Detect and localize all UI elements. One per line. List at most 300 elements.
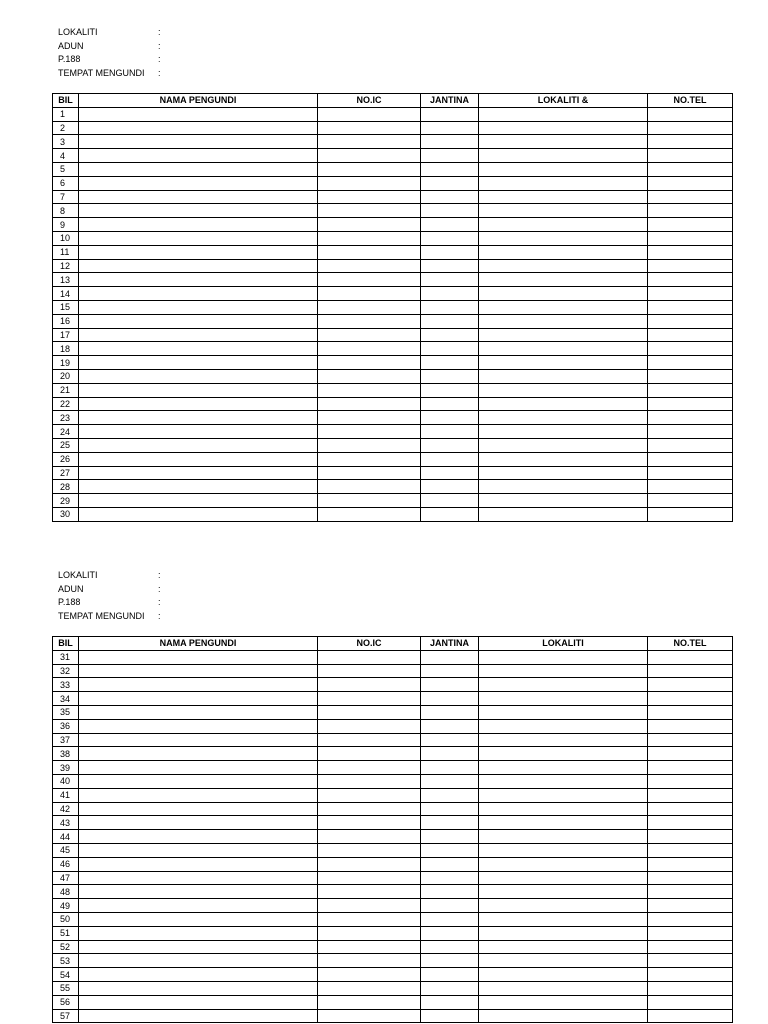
no-ic-cell [318, 885, 421, 899]
table-row [53, 176, 733, 190]
jantina-cell [421, 940, 479, 954]
voter-table-1 [52, 93, 733, 522]
jantina-cell [421, 369, 479, 383]
jantina-cell [421, 438, 479, 452]
jantina-cell [421, 926, 479, 940]
no-tel-cell [648, 926, 733, 940]
nama-pengundi-cell [79, 857, 318, 871]
lokaliti-cell [479, 218, 648, 232]
jantina-cell [421, 830, 479, 844]
nama-pengundi-cell [79, 802, 318, 816]
no-ic-cell [318, 871, 421, 885]
nama-pengundi-cell [79, 774, 318, 788]
no-tel-cell [648, 761, 733, 775]
jantina-cell [421, 190, 479, 204]
lokaliti-cell [479, 231, 648, 245]
jantina-cell [421, 954, 479, 968]
bil-cell: 35 [53, 705, 79, 719]
lokaliti-cell [479, 507, 648, 521]
bil-cell: 9 [53, 218, 79, 232]
bil-cell: 56 [53, 995, 79, 1009]
table-row [53, 954, 733, 968]
jantina-cell [421, 912, 479, 926]
jantina-cell [421, 719, 479, 733]
no-tel-cell [648, 107, 733, 121]
bil-cell: 24 [53, 425, 79, 439]
bil-cell: 8 [53, 204, 79, 218]
lokaliti-colon: : [158, 570, 161, 580]
jantina-cell [421, 452, 479, 466]
no-ic-cell [318, 287, 421, 301]
lokaliti-cell [479, 692, 648, 706]
bil-cell: 33 [53, 678, 79, 692]
nama-pengundi-cell [79, 411, 318, 425]
lokaliti-cell [479, 287, 648, 301]
nama-pengundi-cell [79, 761, 318, 775]
nama-pengundi-cell [79, 830, 318, 844]
no-tel-cell [648, 397, 733, 411]
lokaliti-cell [479, 328, 648, 342]
no-ic-cell [318, 190, 421, 204]
table-row [53, 300, 733, 314]
lokaliti-cell [479, 314, 648, 328]
no-tel-cell [648, 231, 733, 245]
jantina-cell [421, 149, 479, 163]
no-ic-cell [318, 830, 421, 844]
table-row [53, 162, 733, 176]
adun-colon: : [158, 583, 161, 594]
no-tel-cell [648, 899, 733, 913]
nama-pengundi-cell [79, 452, 318, 466]
jantina-cell [421, 650, 479, 664]
nama-pengundi-cell [79, 507, 318, 521]
table-row [53, 830, 733, 844]
no-ic-cell [318, 802, 421, 816]
lokaliti-cell [479, 356, 648, 370]
no-ic-cell [318, 383, 421, 397]
lokaliti-cell [479, 774, 648, 788]
lokaliti-cell [479, 480, 648, 494]
bil-cell: 3 [53, 135, 79, 149]
no-tel-cell [648, 190, 733, 204]
parlimen-field [58, 596, 161, 610]
table-row [53, 871, 733, 885]
no-ic-cell [318, 480, 421, 494]
table-row [53, 857, 733, 871]
nama-pengundi-cell [79, 692, 318, 706]
table-row [53, 926, 733, 940]
no-tel-cell [648, 650, 733, 664]
table-row [53, 190, 733, 204]
jantina-cell [421, 383, 479, 397]
lokaliti-cell [479, 162, 648, 176]
nama-pengundi-cell [79, 425, 318, 439]
nama-pengundi-cell [79, 190, 318, 204]
table-row [53, 369, 733, 383]
table-row [53, 245, 733, 259]
nama-pengundi-cell [79, 650, 318, 664]
voter-table-2 [52, 636, 733, 1023]
jantina-cell [421, 507, 479, 521]
bil-cell: 13 [53, 273, 79, 287]
bil-cell: 41 [53, 788, 79, 802]
lokaliti-cell [479, 912, 648, 926]
no-ic-cell [318, 912, 421, 926]
nama-pengundi-cell [79, 899, 318, 913]
bil-cell: 6 [53, 176, 79, 190]
table-row [53, 480, 733, 494]
table-row [53, 259, 733, 273]
table-row [53, 733, 733, 747]
lokaliti-cell [479, 149, 648, 163]
no-ic-cell [318, 733, 421, 747]
no-tel-cell [648, 480, 733, 494]
bil-cell: 34 [53, 692, 79, 706]
lokaliti-cell [479, 383, 648, 397]
tempat-mengundi-colon: : [158, 67, 161, 78]
no-ic-cell [318, 774, 421, 788]
col-bil: BIL [53, 637, 79, 651]
bil-cell: 37 [53, 733, 79, 747]
no-ic-cell [318, 954, 421, 968]
jantina-cell [421, 162, 479, 176]
no-ic-cell [318, 245, 421, 259]
no-ic-cell [318, 300, 421, 314]
no-ic-cell [318, 452, 421, 466]
jantina-cell [421, 1009, 479, 1023]
nama-pengundi-cell [79, 314, 318, 328]
no-tel-cell [648, 802, 733, 816]
lokaliti-field [58, 26, 161, 40]
no-tel-cell [648, 411, 733, 425]
nama-pengundi-cell [79, 342, 318, 356]
jantina-cell [421, 425, 479, 439]
lokaliti-field [58, 569, 161, 583]
bil-cell: 1 [53, 107, 79, 121]
table-row [53, 664, 733, 678]
jantina-cell [421, 245, 479, 259]
no-tel-cell [648, 342, 733, 356]
lokaliti-cell [479, 995, 648, 1009]
table-row [53, 692, 733, 706]
table-row [53, 411, 733, 425]
no-ic-cell [318, 692, 421, 706]
lokaliti-cell [479, 857, 648, 871]
jantina-cell [421, 968, 479, 982]
nama-pengundi-cell [79, 218, 318, 232]
tempat-mengundi-colon: : [158, 610, 161, 621]
table-row [53, 121, 733, 135]
no-ic-cell [318, 981, 421, 995]
bil-cell: 19 [53, 356, 79, 370]
lokaliti-label: LOKALITI [58, 570, 98, 580]
no-ic-cell [318, 761, 421, 775]
nama-pengundi-cell [79, 328, 318, 342]
table-row [53, 678, 733, 692]
nama-pengundi-cell [79, 135, 318, 149]
bil-cell: 10 [53, 231, 79, 245]
nama-pengundi-cell [79, 149, 318, 163]
table-row [53, 995, 733, 1009]
jantina-cell [421, 871, 479, 885]
table-row [53, 899, 733, 913]
lokaliti-cell [479, 816, 648, 830]
nama-pengundi-cell [79, 494, 318, 508]
jantina-cell [421, 494, 479, 508]
col-jantina: JANTINA [421, 94, 479, 108]
nama-pengundi-cell [79, 480, 318, 494]
nama-pengundi-cell [79, 705, 318, 719]
adun-field [58, 40, 161, 54]
bil-cell: 27 [53, 466, 79, 480]
table-row [53, 802, 733, 816]
bil-cell: 31 [53, 650, 79, 664]
nama-pengundi-cell [79, 107, 318, 121]
jantina-cell [421, 802, 479, 816]
no-ic-cell [318, 121, 421, 135]
jantina-cell [421, 678, 479, 692]
jantina-cell [421, 899, 479, 913]
lokaliti-cell [479, 788, 648, 802]
jantina-cell [421, 218, 479, 232]
nama-pengundi-cell [79, 383, 318, 397]
jantina-cell [421, 397, 479, 411]
table-row [53, 356, 733, 370]
table-row [53, 383, 733, 397]
no-ic-cell [318, 719, 421, 733]
no-ic-cell [318, 664, 421, 678]
bil-cell: 11 [53, 245, 79, 259]
table-header-row [53, 94, 733, 108]
bil-cell: 48 [53, 885, 79, 899]
nama-pengundi-cell [79, 747, 318, 761]
table-row [53, 719, 733, 733]
jantina-cell [421, 761, 479, 775]
nama-pengundi-cell [79, 788, 318, 802]
bil-cell: 26 [53, 452, 79, 466]
no-ic-cell [318, 940, 421, 954]
jantina-cell [421, 411, 479, 425]
table-row [53, 747, 733, 761]
no-tel-cell [648, 466, 733, 480]
no-ic-cell [318, 314, 421, 328]
lokaliti-cell [479, 245, 648, 259]
no-tel-cell [648, 981, 733, 995]
table-row [53, 135, 733, 149]
tempat-mengundi-field [58, 67, 161, 81]
no-ic-cell [318, 507, 421, 521]
nama-pengundi-cell [79, 912, 318, 926]
jantina-cell [421, 204, 479, 218]
table-row [53, 149, 733, 163]
bil-cell: 4 [53, 149, 79, 163]
nama-pengundi-cell [79, 162, 318, 176]
no-tel-cell [648, 788, 733, 802]
no-tel-cell [648, 940, 733, 954]
bil-cell: 43 [53, 816, 79, 830]
jantina-cell [421, 259, 479, 273]
col-no-tel: NO.TEL [648, 94, 733, 108]
no-ic-cell [318, 926, 421, 940]
no-ic-cell [318, 369, 421, 383]
no-tel-cell [648, 830, 733, 844]
bil-cell: 46 [53, 857, 79, 871]
lokaliti-cell [479, 452, 648, 466]
table-header-row [53, 637, 733, 651]
no-tel-cell [648, 747, 733, 761]
no-tel-cell [648, 968, 733, 982]
nama-pengundi-cell [79, 816, 318, 830]
jantina-cell [421, 480, 479, 494]
bil-cell: 22 [53, 397, 79, 411]
bil-cell: 28 [53, 480, 79, 494]
nama-pengundi-cell [79, 369, 318, 383]
no-tel-cell [648, 314, 733, 328]
bil-cell: 40 [53, 774, 79, 788]
jantina-cell [421, 107, 479, 121]
section-1-header [58, 26, 161, 80]
nama-pengundi-cell [79, 204, 318, 218]
lokaliti-cell [479, 650, 648, 664]
table-body [53, 650, 733, 1023]
nama-pengundi-cell [79, 438, 318, 452]
jantina-cell [421, 816, 479, 830]
nama-pengundi-cell [79, 871, 318, 885]
adun-field [58, 583, 161, 597]
lokaliti-cell [479, 466, 648, 480]
jantina-cell [421, 328, 479, 342]
table-row [53, 843, 733, 857]
parlimen-colon: : [158, 54, 161, 64]
no-tel-cell [648, 885, 733, 899]
no-tel-cell [648, 162, 733, 176]
lokaliti-cell [479, 190, 648, 204]
table-row [53, 494, 733, 508]
lokaliti-cell [479, 664, 648, 678]
bil-cell: 15 [53, 300, 79, 314]
table-row [53, 1009, 733, 1023]
no-ic-cell [318, 968, 421, 982]
no-tel-cell [648, 494, 733, 508]
nama-pengundi-cell [79, 885, 318, 899]
table-row [53, 397, 733, 411]
no-tel-cell [648, 774, 733, 788]
no-tel-cell [648, 328, 733, 342]
jantina-cell [421, 176, 479, 190]
lokaliti-cell [479, 107, 648, 121]
table-row [53, 940, 733, 954]
no-tel-cell [648, 204, 733, 218]
bil-cell: 21 [53, 383, 79, 397]
no-tel-cell [648, 678, 733, 692]
lokaliti-cell [479, 802, 648, 816]
no-tel-cell [648, 507, 733, 521]
bil-cell: 53 [53, 954, 79, 968]
bil-cell: 54 [53, 968, 79, 982]
bil-cell: 32 [53, 664, 79, 678]
table-row [53, 287, 733, 301]
no-ic-cell [318, 218, 421, 232]
jantina-cell [421, 342, 479, 356]
adun-label: ADUN [58, 40, 84, 51]
col-jantina: JANTINA [421, 637, 479, 651]
no-ic-cell [318, 231, 421, 245]
jantina-cell [421, 692, 479, 706]
col-no-ic: NO.IC [318, 94, 421, 108]
table-row [53, 466, 733, 480]
jantina-cell [421, 774, 479, 788]
no-tel-cell [648, 383, 733, 397]
tempat-mengundi-field [58, 610, 161, 624]
col-lokaliti: LOKALITI & [479, 94, 648, 108]
table-row [53, 107, 733, 121]
no-tel-cell [648, 218, 733, 232]
no-ic-cell [318, 107, 421, 121]
nama-pengundi-cell [79, 678, 318, 692]
lokaliti-cell [479, 940, 648, 954]
table-row [53, 507, 733, 521]
no-tel-cell [648, 912, 733, 926]
bil-cell: 49 [53, 899, 79, 913]
lokaliti-cell [479, 411, 648, 425]
no-tel-cell [648, 121, 733, 135]
nama-pengundi-cell [79, 287, 318, 301]
nama-pengundi-cell [79, 273, 318, 287]
no-tel-cell [648, 1009, 733, 1023]
table-row [53, 328, 733, 342]
bil-cell: 55 [53, 981, 79, 995]
no-tel-cell [648, 300, 733, 314]
jantina-cell [421, 314, 479, 328]
jantina-cell [421, 135, 479, 149]
table-row [53, 912, 733, 926]
lokaliti-cell [479, 494, 648, 508]
table-body [53, 107, 733, 521]
no-ic-cell [318, 788, 421, 802]
bil-cell: 42 [53, 802, 79, 816]
parlimen-colon: : [158, 597, 161, 607]
bil-cell: 25 [53, 438, 79, 452]
col-lokaliti: LOKALITI [479, 637, 648, 651]
jantina-cell [421, 733, 479, 747]
lokaliti-cell [479, 968, 648, 982]
bil-cell: 38 [53, 747, 79, 761]
nama-pengundi-cell [79, 926, 318, 940]
lokaliti-cell [479, 438, 648, 452]
no-ic-cell [318, 397, 421, 411]
lokaliti-cell [479, 899, 648, 913]
jantina-cell [421, 843, 479, 857]
lokaliti-cell [479, 300, 648, 314]
no-tel-cell [648, 273, 733, 287]
jantina-cell [421, 747, 479, 761]
no-tel-cell [648, 871, 733, 885]
table-row [53, 981, 733, 995]
no-ic-cell [318, 438, 421, 452]
col-nama-pengundi: NAMA PENGUNDI [79, 637, 318, 651]
lokaliti-cell [479, 1009, 648, 1023]
lokaliti-cell [479, 761, 648, 775]
lokaliti-cell [479, 678, 648, 692]
jantina-cell [421, 121, 479, 135]
nama-pengundi-cell [79, 995, 318, 1009]
jantina-cell [421, 287, 479, 301]
no-tel-cell [648, 149, 733, 163]
bil-cell: 47 [53, 871, 79, 885]
no-tel-cell [648, 857, 733, 871]
no-tel-cell [648, 816, 733, 830]
no-tel-cell [648, 733, 733, 747]
